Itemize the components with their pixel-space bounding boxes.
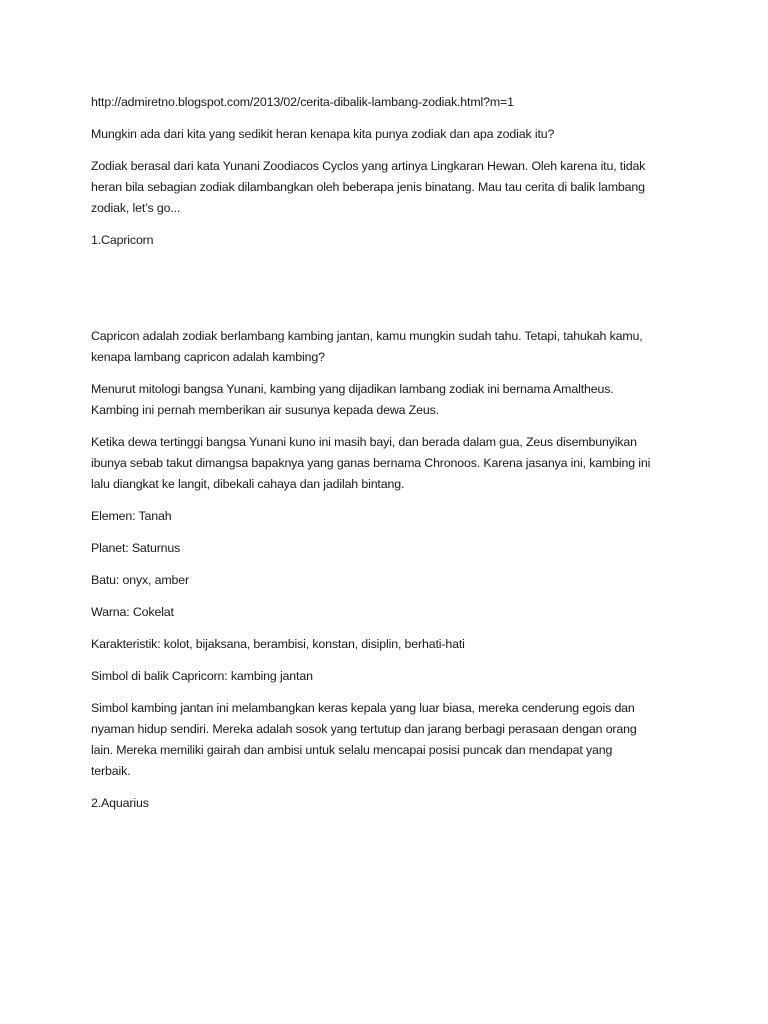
attribute-text: Batu: onyx, amber <box>91 573 190 587</box>
intro-line: zodiak, let’s go... <box>91 201 181 215</box>
paragraph-line: Ketika dewa tertinggi bangsa Yunani kuno ini masih bayi, dan berada dalam gua, Zeus disembunyikan <box>91 435 637 449</box>
source-url-text: http://admiretno.blogspot.com/2013/02/cerita-dibalik-lambang-zodiak.html?m=1 <box>91 95 514 109</box>
intro-paragraph <box>91 156 691 219</box>
section-heading-text: 1.Capricorn <box>91 233 154 247</box>
section-heading-aquarius <box>91 793 691 814</box>
section-heading-text: 2.Aquarius <box>91 796 149 810</box>
source-url <box>91 92 691 113</box>
paragraph-line: Kambing ini pernah memberikan air susunya kepada dewa Zeus. <box>91 403 439 417</box>
paragraph-line: lain. Mereka memiliki gairah dan ambisi untuk selalu mencapai posisi puncak dan mendapat yang <box>91 743 613 757</box>
paragraph-line: Menurut mitologi bangsa Yunani, kambing yang dijadikan lambang zodiak ini bernama Amaltheus. <box>91 382 614 396</box>
capricorn-paragraph-3 <box>91 432 691 495</box>
section-heading-capricorn <box>91 230 691 251</box>
paragraph-line: lalu diangkat ke langit, dibekali cahaya dan jadilah bintang. <box>91 477 405 491</box>
intro-question-text: Mungkin ada dari kita yang sedikit heran kenapa kita punya zodiak dan apa zodiak itu? <box>91 127 555 141</box>
intro-question <box>91 124 691 145</box>
attribute-element <box>91 506 691 527</box>
attribute-color <box>91 602 691 623</box>
capricorn-paragraph-1 <box>91 326 691 368</box>
attribute-text: Warna: Cokelat <box>91 605 174 619</box>
attribute-text: Planet: Saturnus <box>91 541 181 555</box>
symbol-paragraph <box>91 698 691 782</box>
intro-line: Zodiak berasal dari kata Yunani Zoodiacos Cyclos yang artinya Lingkaran Hewan. Oleh karena itu, tidak <box>91 159 646 173</box>
paragraph-line: nyaman hidup sendiri. Mereka adalah sosok yang tertutup dan jarang berbagi perasaan dengan orang <box>91 722 637 736</box>
document-page <box>91 92 691 825</box>
attribute-planet <box>91 538 691 559</box>
capricorn-paragraph-2 <box>91 379 691 421</box>
attribute-text: Karakteristik: kolot, bijaksana, berambisi, konstan, disiplin, berhati-hati <box>91 637 465 651</box>
paragraph-line: kenapa lambang capricon adalah kambing? <box>91 350 325 364</box>
attribute-text: Elemen: Tanah <box>91 509 172 523</box>
paragraph-line: Capricon adalah zodiak berlambang kambing jantan, kamu mungkin sudah tahu. Tetapi, tahukah kamu, <box>91 329 643 343</box>
symbol-heading-text: Simbol di balik Capricorn: kambing jantan <box>91 669 313 683</box>
symbol-heading <box>91 666 691 687</box>
attribute-stone <box>91 570 691 591</box>
image-placeholder-gap <box>91 262 691 326</box>
paragraph-line: ibunya sebab takut dimangsa bapaknya yang ganas bernama Chronoos. Karena jasanya ini, kambing ini <box>91 456 651 470</box>
intro-line: heran bila sebagian zodiak dilambangkan oleh beberapa jenis binatang. Mau tau cerita di balik lambang <box>91 180 645 194</box>
paragraph-line: terbaik. <box>91 764 131 778</box>
attribute-traits <box>91 634 691 655</box>
paragraph-line: Simbol kambing jantan ini melambangkan keras kepala yang luar biasa, mereka cenderung egois dan <box>91 701 635 715</box>
